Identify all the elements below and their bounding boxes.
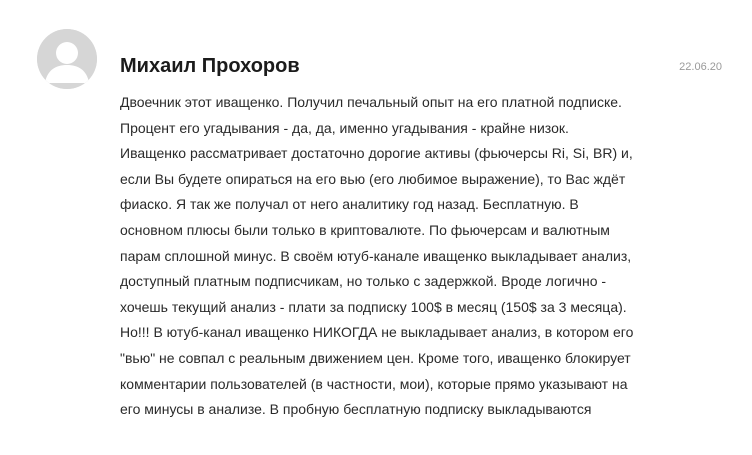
comment-text-line: комментарии пользователей (в частности, мои), которые прямо указывают на [120, 375, 628, 392]
comment-author-name: Михаил Прохоров [120, 55, 300, 77]
comment-text-line: если Вы будете опираться на его вью (его любимое выражение), то Вас ждёт [120, 170, 626, 187]
comment-text-line: Двоечник этот иващенко. Получил печальный опыт на его платной подписке. [120, 94, 622, 110]
comment-body [120, 90, 740, 423]
comment-text-line: хочешь текущий анализ - плати за подписку 100$ в месяц (150$ за 3 месяца). [120, 298, 627, 315]
comment-text-line: "вью" не совпал с реальным движением цен. Кроме того, иващенко блокирует [120, 349, 631, 366]
default-user-avatar-icon [37, 29, 97, 89]
comment-text-line: Иващенко рассматривает достаточно дорогие активы (фьючерсы Ri, Si, BR) и, [120, 145, 633, 162]
comment-date: 22.06.20 [679, 61, 722, 73]
comment-text-line: основном плюсы были только в криптовалюте. По фьючерсам и валютным [120, 221, 610, 238]
comment-text-line: его минусы в анализе. В пробную бесплатную подписку выкладываются [120, 401, 592, 418]
comment-text-line: доступный платным подписчикам, но только с задержкой. Вроде логично - [120, 273, 607, 290]
comment-text-line: фиаско. Я так же получал от него аналитику год назад. Бесплатную. В [120, 196, 579, 213]
comment-text-line: Но!!! В ютуб-канал иващенко НИКОГДА не выкладывает анализ, в котором его [120, 324, 634, 341]
comment-text-line: парам сплошной минус. В своём ютуб-канале иващенко выкладывает анализ, [120, 247, 632, 264]
comment-text-line: Процент его угадывания - да, да, именно угадывания - крайне низок. [120, 119, 569, 136]
